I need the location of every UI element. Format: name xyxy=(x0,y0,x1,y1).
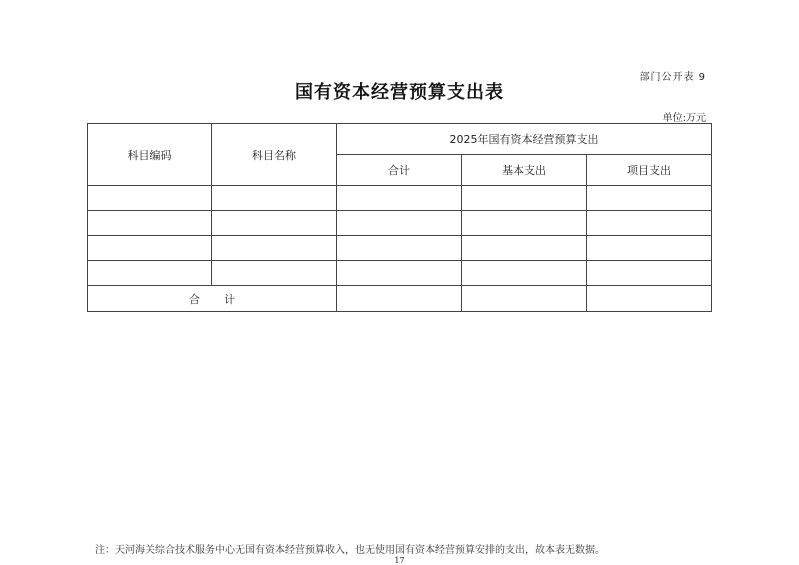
unit-label: 单位:万元 xyxy=(662,113,706,124)
cell-total xyxy=(337,236,462,261)
cell-code xyxy=(88,211,212,236)
table-row xyxy=(88,211,712,236)
table-total-row xyxy=(88,286,712,312)
page-title: 国有资本经营预算支出表 xyxy=(295,82,504,103)
table-row xyxy=(88,261,712,286)
col-header-total: 合计 xyxy=(337,155,462,186)
cell-total xyxy=(337,211,462,236)
table-row xyxy=(88,236,712,261)
cell-name xyxy=(212,186,337,211)
cell-code xyxy=(88,261,212,286)
total-cell-project xyxy=(587,286,712,312)
table-header-row xyxy=(88,124,712,155)
cell-basic xyxy=(462,211,587,236)
cell-project xyxy=(587,261,712,286)
footnote: 注：天河海关综合技术服务中心无国有资本经营预算收入，也无使用国有资本经营预算安排的支出，故本表无数据。 xyxy=(95,545,605,556)
form-number: 部门公开表 9 xyxy=(639,72,706,83)
cell-project xyxy=(587,186,712,211)
cell-name xyxy=(212,261,337,286)
cell-project xyxy=(587,236,712,261)
cell-code xyxy=(88,236,212,261)
total-cell-basic xyxy=(462,286,587,312)
cell-total xyxy=(337,261,462,286)
col-header-code: 科目编码 xyxy=(88,124,212,186)
cell-name xyxy=(212,236,337,261)
col-group-header: 2025年国有资本经营预算支出 xyxy=(337,124,712,155)
page-number: 17 xyxy=(394,556,405,565)
table-row xyxy=(88,186,712,211)
col-header-basic: 基本支出 xyxy=(462,155,587,186)
budget-table xyxy=(87,123,712,312)
col-header-project: 项目支出 xyxy=(587,155,712,186)
cell-project xyxy=(587,211,712,236)
cell-basic xyxy=(462,236,587,261)
cell-basic xyxy=(462,261,587,286)
total-row-label: 合计 xyxy=(88,286,337,312)
cell-basic xyxy=(462,186,587,211)
cell-total xyxy=(337,186,462,211)
col-header-name: 科目名称 xyxy=(212,124,337,186)
total-cell-total xyxy=(337,286,462,312)
cell-name xyxy=(212,211,337,236)
cell-code xyxy=(88,186,212,211)
